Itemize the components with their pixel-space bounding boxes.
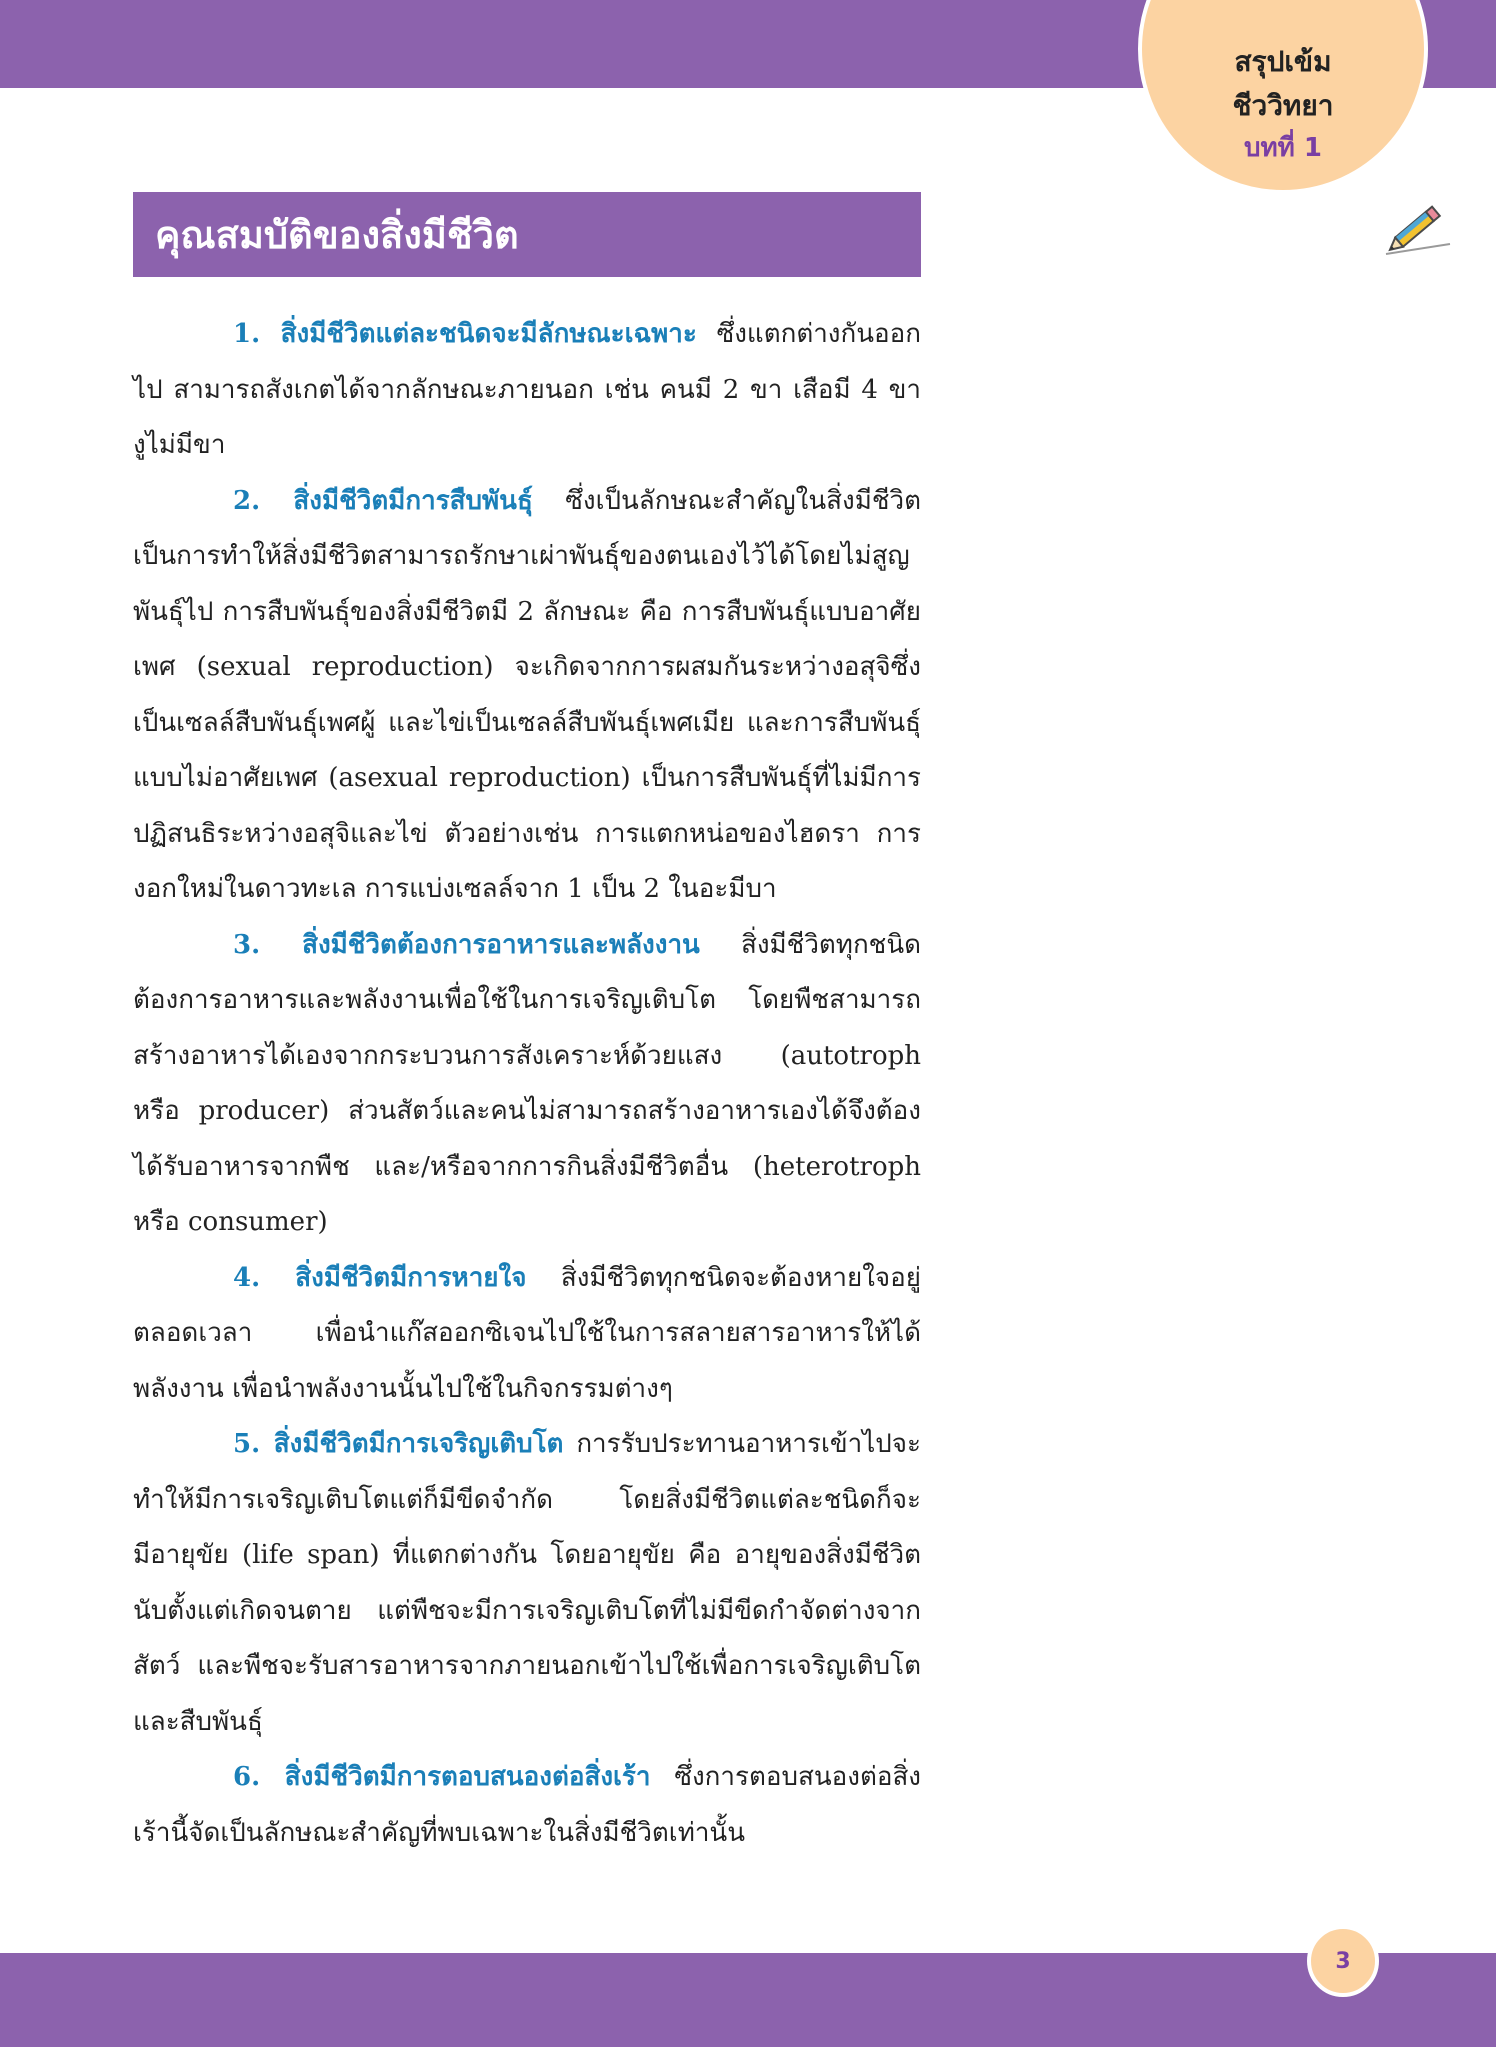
- paragraph-item-6: [133, 1750, 921, 1861]
- section-title-bar: [133, 192, 921, 277]
- chapter-badge-text: [1138, 40, 1428, 168]
- page-number: 3: [1307, 1925, 1379, 1997]
- item-heading: 2. สิ่งมีชีวิตมีการสืบพันธุ์: [233, 485, 533, 516]
- badge-title-line2: ชีววิทยา: [1232, 89, 1334, 122]
- footer-band: [0, 1953, 1496, 2047]
- item-text: การรับประทานอาหารเข้าไปจะทำให้มีการเจริญเติบโตแต่ก็มีขีดจำกัด โดยสิ่งมีชีวิตแต่ละชนิดก็จะมีอายุขัย (life span) ที่แตกต่างกัน โดยอายุขัย คือ อายุของสิ่งมีชีวิตนับตั้งแต่เกิดจนตาย แต่พืชจะมีการเจริญเติบโตที่ไม่มีขีดกำจัดต่างจากสัตว์ และพืชจะรับสารอาหารจากภายนอกเข้าไปใช้เพื่อการเจริญเติบโตและสืบพันธุ์: [133, 1429, 921, 1737]
- badge-title-line1: สรุปเข้ม: [1234, 45, 1332, 78]
- badge-chapter-label: บทที่ 1: [1244, 133, 1322, 163]
- paragraph-item-5: [133, 1417, 921, 1750]
- article-body: [133, 307, 921, 1861]
- paragraph-item-3: [133, 918, 921, 1251]
- pencil-icon: [1380, 196, 1452, 260]
- item-text: ซึ่งการตอบสนองต่อสิ่งเร้านี้จัดเป็นลักษณะสำคัญที่พบเฉพาะในสิ่งมีชีวิตเท่านั้น: [133, 1762, 922, 1848]
- section-title: คุณสมบัติของสิ่งมีชีวิต: [155, 213, 519, 257]
- item-heading: 4. สิ่งมีชีวิตมีการหายใจ: [233, 1262, 527, 1293]
- item-text: สิ่งมีชีวิตทุกชนิดจะต้องหายใจอยู่ตลอดเวลา เพื่อนำแก๊สออกซิเจนไปใช้ในการสลายสารอาหารให้ได้พลังงาน เพื่อนำพลังงานนั้นไปใช้ในกิจกรรมต่างๆ: [133, 1262, 921, 1404]
- item-heading: 3. สิ่งมีชีวิตต้องการอาหารและพลังงาน: [233, 929, 700, 960]
- item-text: ซึ่งเป็นลักษณะสำคัญในสิ่งมีชีวิต เป็นการทำให้สิ่งมีชีวิตสามารถรักษาเผ่าพันธุ์ของตนเองไว้ได้โดยไม่สูญพันธุ์ไป การสืบพันธุ์ของสิ่งมีชีวิตมี 2 ลักษณะ คือ การสืบพันธุ์แบบอาศัยเพศ (sexual reproduction) จะเกิดจากการผสมกันระหว่างอสุจิซึ่งเป็นเซลล์สืบพันธุ์เพศผู้ และไข่เป็นเซลล์สืบพันธุ์เพศเมีย และการสืบพันธุ์แบบไม่อาศัยเพศ (asexual reproduction) เป็นการสืบพันธุ์ที่ไม่มีการปฏิสนธิระหว่างอสุจิและไข่ ตัวอย่างเช่น การแตกหน่อของไฮดรา การงอกใหม่ในดาวทะเล การแบ่งเซลล์จาก 1 เป็น 2 ในอะมีบา: [133, 485, 921, 904]
- paragraph-item-1: [133, 307, 921, 474]
- item-heading: 6. สิ่งมีชีวิตมีการตอบสนองต่อสิ่งเร้า: [233, 1762, 651, 1792]
- paragraph-item-4: [133, 1251, 921, 1418]
- item-text: ซึ่งแตกต่างกันออกไป สามารถสังเกตได้จากลักษณะภายนอก เช่น คนมี 2 ขา เสือมี 4 ขา งูไม่มีขา: [133, 319, 921, 460]
- paragraph-item-2: [133, 474, 921, 918]
- item-text: สิ่งมีชีวิตทุกชนิดต้องการอาหารและพลังงานเพื่อใช้ในการเจริญเติบโต โดยพืชสามารถสร้างอาหารได้เองจากกระบวนการสังเคราะห์ด้วยแสง (autotroph หรือ producer) ส่วนสัตว์และคนไม่สามารถสร้างอาหารเองได้จึงต้องได้รับอาหารจากพืช และ/หรือจากการกินสิ่งมีชีวิตอื่น (heterotroph หรือ consumer): [133, 929, 921, 1237]
- item-heading: 1. สิ่งมีชีวิตแต่ละชนิดจะมีลักษณะเฉพาะ: [233, 319, 697, 349]
- item-heading: 5. สิ่งมีชีวิตมีการเจริญเติบโต: [233, 1429, 564, 1459]
